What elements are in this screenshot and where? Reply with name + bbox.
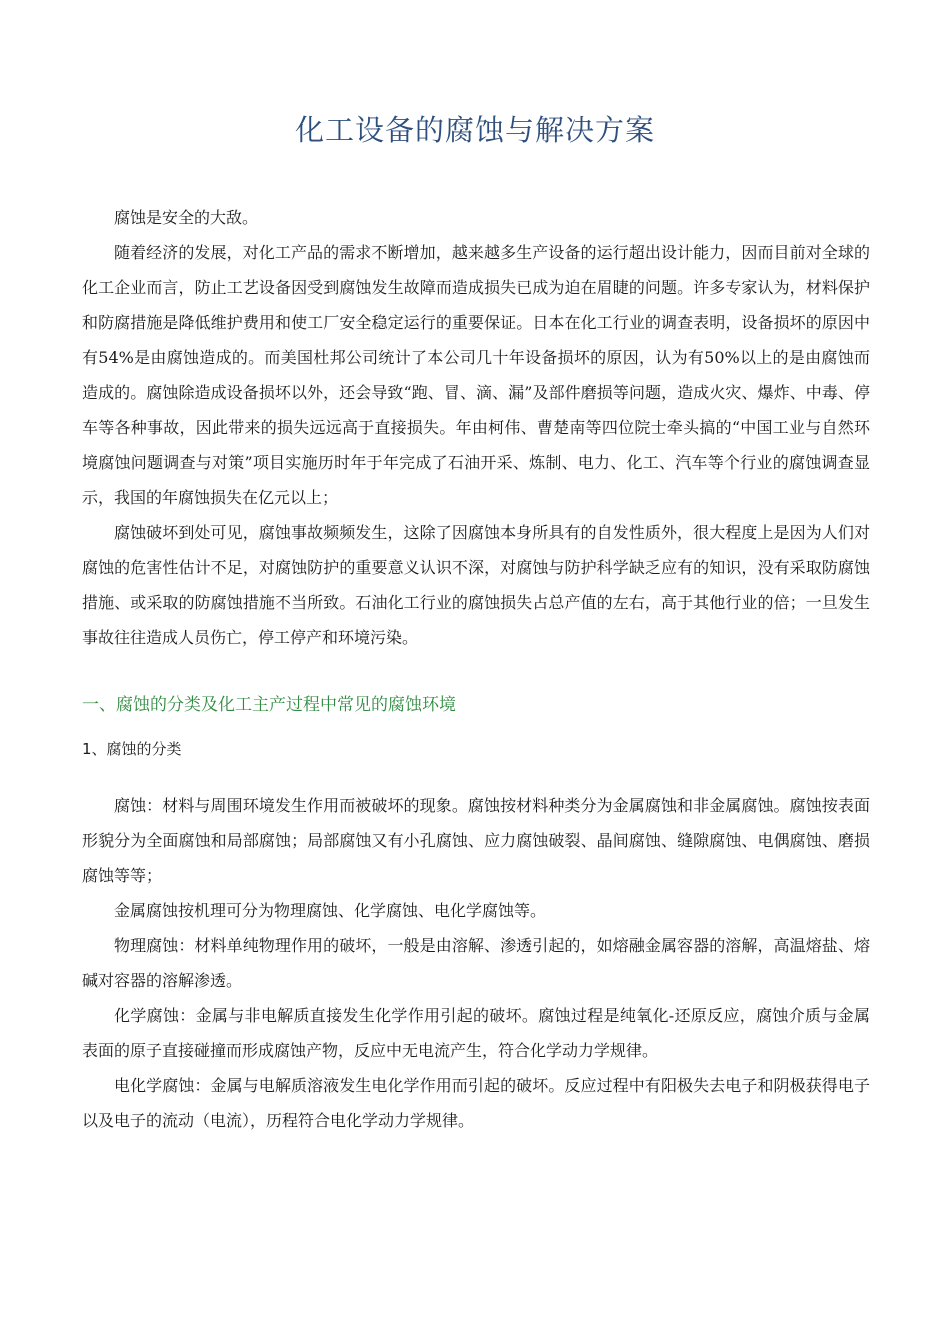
intro-paragraph: 腐蚀破坏到处可见，腐蚀事故频频发生，这除了因腐蚀本身所具有的自发性质外，很大程度上是因为人们对腐蚀的危害性估计不足，对腐蚀防护的重要意义认识不深，对腐蚀与防护科学缺乏应有的知识，没有采取防腐蚀措施、或采取的防腐蚀措施不当所致。石油化工行业的腐蚀损失占总产值的左右，高于其他行业的倍；一旦发生事故往往造成人员伤亡，停工停产和环境污染。 (82, 523, 870, 647)
intro-paragraph: 随着经济的发展，对化工产品的需求不断增加，越来越多生产设备的运行超出设计能力，因而目前对全球的化工企业而言，防止工艺设备因受到腐蚀发生故障而造成损失已成为迫在眉睫的问题。许多专家认为，材料保护和防腐措施是降低维护费用和使工厂安全稳定运行的重要保证。日本在化工行业的调查表明，设备损坏的原因中有54%是由腐蚀造成的。而美国杜邦公司统计了本公司几十年设备损坏的原因，认为有50%以上的是由腐蚀而造成的。腐蚀除造成设备损坏以外，还会导致“跑、冒、滴、漏”及部件磨损等问题，造成火灾、爆炸、中毒、停车等各种事故，因此带来的损失远远高于直接损失。年由柯伟、曹楚南等四位院士牵头搞的“中国工业与自然环境腐蚀问题调查与对策”项目实施历时年于年完成了石油开采、炼制、电力、化工、汽车等个行业的腐蚀调查显示，我国的年腐蚀损失在亿元以上； (82, 243, 870, 507)
section-heading: 一、腐蚀的分类及化工主产过程中常见的腐蚀环境 (82, 695, 456, 715)
intro-section (82, 200, 870, 655)
section1-body (82, 788, 870, 1138)
sub-heading: 1、腐蚀的分类 (82, 740, 182, 758)
body-paragraph: 物理腐蚀：材料单纯物理作用的破坏，一般是由溶解、渗透引起的，如熔融金属容器的溶解，高温熔盐、熔碱对容器的溶解渗透。 (82, 936, 870, 990)
intro-paragraph: 腐蚀是安全的大敌。 (114, 208, 259, 227)
body-paragraph: 电化学腐蚀：金属与电解质溶液发生电化学作用而引起的破坏。反应过程中有阳极失去电子和阴极获得电子以及电子的流动（电流），历程符合电化学动力学规律。 (82, 1076, 870, 1130)
body-paragraph: 金属腐蚀按机理可分为物理腐蚀、化学腐蚀、电化学腐蚀等。 (114, 901, 547, 920)
body-paragraph: 腐蚀：材料与周围环境发生作用而被破坏的现象。腐蚀按材料种类分为金属腐蚀和非金属腐蚀。腐蚀按表面形貌分为全面腐蚀和局部腐蚀；局部腐蚀又有小孔腐蚀、应力腐蚀破裂、晶间腐蚀、缝隙腐蚀、电偶腐蚀、磨损腐蚀等等； (82, 796, 870, 885)
document-title: 化工设备的腐蚀与解决方案 (294, 113, 655, 147)
body-paragraph: 化学腐蚀：金属与非电解质直接发生化学作用引起的破坏。腐蚀过程是纯氧化-还原反应，腐蚀介质与金属表面的原子直接碰撞而形成腐蚀产物，反应中无电流产生，符合化学动力学规律。 (82, 1006, 870, 1060)
